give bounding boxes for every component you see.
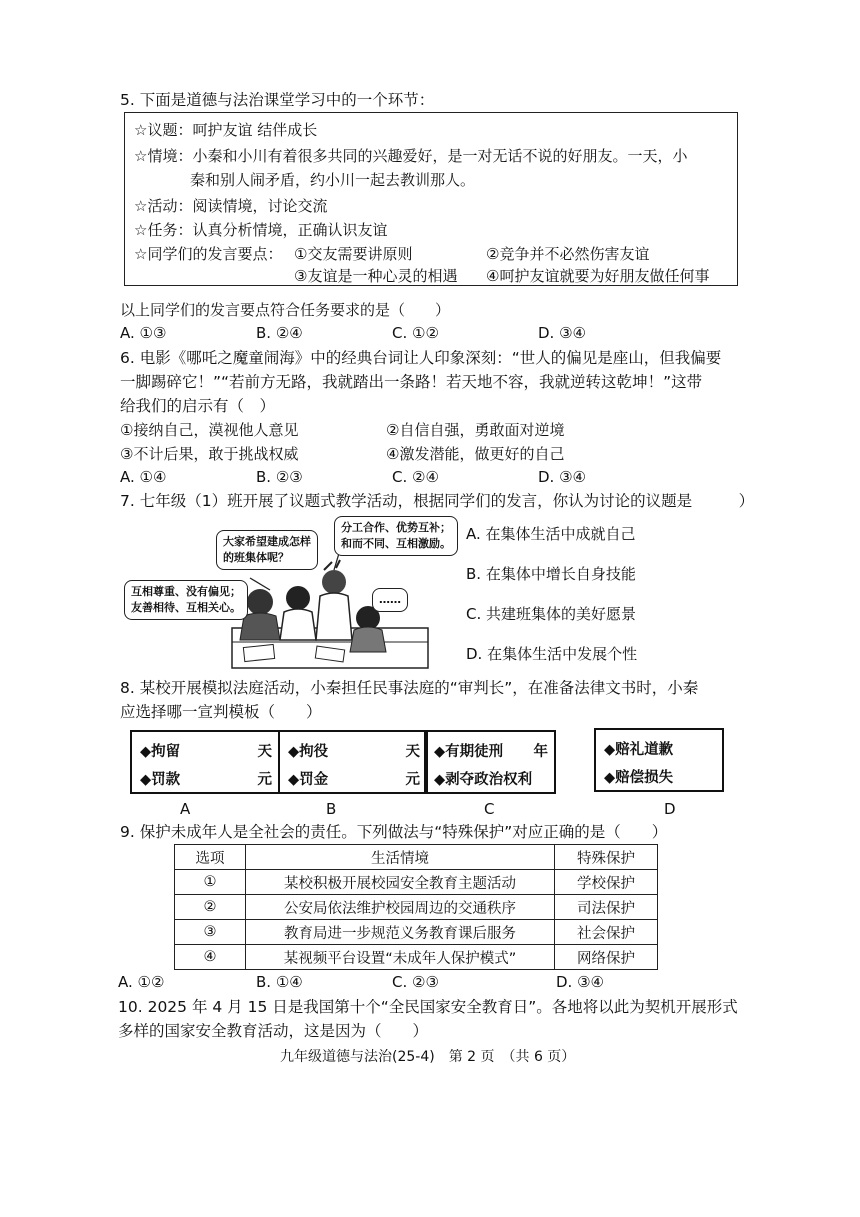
q6-stem-line3: 给我们的启示有（ ）	[120, 397, 276, 415]
q7-bubble-question-line1: 大家希望建成怎样	[223, 535, 311, 548]
q6-option-a[interactable]: A. ①④	[120, 468, 167, 486]
q5-point-1: ①交友需要讲原则	[294, 245, 413, 263]
q6-stem-line2: 一脚踢碎它！”“若前方无路，我就踏出一条路！若天地不容，我就逆转这乾坤！”这带	[120, 373, 703, 391]
q9-option-b[interactable]: B. ①④	[256, 973, 303, 991]
q7-bubble-respect-line2: 友善相待、互相关心。	[131, 601, 241, 614]
q8-stem-line2: 应选择哪一宣判模板（ ）	[120, 703, 322, 721]
page-footer: 九年级道德与法治(25-4) 第 2 页 （共 6 页）	[280, 1049, 576, 1065]
q8-letter-c: C	[484, 800, 495, 818]
q9-row4-option: ④	[175, 945, 246, 970]
q7-bubble-respect	[124, 580, 248, 620]
q7-bubble-cooperation	[334, 516, 458, 556]
q8-a-item2: ◆罚款	[140, 772, 181, 788]
q9-header-situation: 生活情境	[246, 845, 555, 870]
q9-table-header	[175, 845, 658, 870]
q8-b-unit2: 元	[405, 772, 420, 788]
q10-stem-line2: 多样的国家安全教育活动，这是因为（ ）	[118, 1022, 429, 1040]
q5-situation-line1: ☆情境：小秦和小川有着很多共同的兴趣爱好，是一对无话不说的好朋友。一天，小	[134, 147, 688, 165]
q8-stem-line1: 8. 某校开展模拟法庭活动，小秦担任民事法庭的“审判长”，在准备法律文书时，小秦	[120, 679, 699, 697]
q5-task: ☆任务：认真分析情境，正确认识友谊	[134, 221, 388, 239]
q6-stem-line1: 6. 电影《哪吒之魔童闹海》中的经典台词让人印象深刻：“世人的偏见是座山，但我偏要	[120, 349, 722, 367]
q9-header-option: 选项	[175, 845, 246, 870]
q6-statement-3: ③不计后果，敢于挑战权威	[120, 445, 299, 463]
q5-option-a[interactable]: A. ①③	[120, 324, 167, 342]
q9-row1-situation: 某校积极开展校园安全教育主题活动	[246, 870, 555, 895]
q8-letter-b: B	[326, 800, 337, 818]
q9-option-c[interactable]: C. ②③	[392, 973, 439, 991]
q7-stem: 7. 七年级（1）班开展了议题式教学活动，根据同学们的发言，你认为讨论的议题是 ）	[120, 492, 755, 510]
q6-statement-2: ②自信自强，勇敢面对逆境	[386, 421, 565, 439]
q8-template-a[interactable]	[130, 730, 280, 794]
q8-c-item1: ◆有期徒刑	[434, 744, 504, 760]
q9-row2-situation: 公安局依法维护校园周边的交通秩序	[246, 895, 555, 920]
q9-row2-protection: 司法保护	[555, 895, 658, 920]
q8-template-d[interactable]	[594, 728, 724, 792]
q8-d-item1: ◆赔礼道歉	[604, 742, 674, 758]
q9-option-a[interactable]: A. ①②	[118, 973, 165, 991]
q9-row1-option: ①	[175, 870, 246, 895]
q8-letter-d: D	[664, 800, 676, 818]
q9-row1-protection: 学校保护	[555, 870, 658, 895]
q7-bubble-cooperation-line2: 和而不同、互相激励。	[341, 537, 451, 550]
q7-option-c[interactable]: C. 共建班集体的美好愿景	[466, 605, 637, 623]
q5-option-d[interactable]: D. ③④	[538, 324, 586, 342]
q9-row4-protection: 网络保护	[555, 945, 658, 970]
q9-row4-situation: 某视频平台设置“未成年人保护模式”	[246, 945, 555, 970]
table-row	[175, 870, 658, 895]
q8-template-b[interactable]	[278, 730, 428, 794]
q5-point-2: ②竞争并不必然伤害友谊	[486, 245, 650, 263]
q8-letter-a: A	[180, 800, 191, 818]
q5-points-label: ☆同学们的发言要点：	[134, 245, 283, 263]
q5-option-b[interactable]: B. ②④	[256, 324, 303, 342]
q7-option-b[interactable]: B. 在集体中增长自身技能	[466, 565, 636, 583]
q5-point-4: ④呵护友谊就要为好朋友做任何事	[486, 267, 710, 285]
q8-a-unit1: 天	[257, 744, 272, 760]
q8-template-c[interactable]	[424, 730, 556, 794]
q9-row3-situation: 教育局进一步规范义务教育课后服务	[246, 920, 555, 945]
q5-topic: ☆议题：呵护友谊 结伴成长	[134, 121, 318, 139]
q9-option-d[interactable]: D. ③④	[556, 973, 604, 991]
q5-situation-line2: 秦和别人闹矛盾，约小川一起去教训那人。	[190, 171, 476, 189]
q8-c-item2: ◆剥夺政治权利	[434, 772, 533, 788]
q7-bubble-question-line2: 的班集体呢？	[223, 551, 289, 564]
q8-d-item2: ◆赔偿损失	[604, 770, 674, 786]
q6-option-b[interactable]: B. ②③	[256, 468, 303, 486]
q5-option-c[interactable]: C. ①②	[392, 324, 439, 342]
q7-bubble-question	[216, 530, 318, 570]
q8-a-item1: ◆拘留	[140, 744, 181, 760]
q10-stem-line1: 10. 2025 年 4 月 15 日是我国第十个“全民国家安全教育日”。各地将以此为契机开展形式	[118, 998, 738, 1016]
q8-b-unit1: 天	[405, 744, 420, 760]
q9-header-protection: 特殊保护	[555, 845, 658, 870]
q8-b-item2: ◆罚金	[288, 772, 329, 788]
q9-row2-option: ②	[175, 895, 246, 920]
table-row	[175, 920, 658, 945]
q7-bubble-cooperation-line1: 分工合作、优势互补；	[341, 521, 451, 534]
q9-row3-option: ③	[175, 920, 246, 945]
q5-point-3: ③友谊是一种心灵的相遇	[294, 267, 458, 285]
q7-bubble-respect-line1: 互相尊重、没有偏见；	[131, 585, 241, 598]
table-row	[175, 895, 658, 920]
table-row	[175, 945, 658, 970]
q6-statement-4: ④激发潜能，做更好的自己	[386, 445, 565, 463]
q7-option-a[interactable]: A. 在集体生活中成就自己	[466, 525, 636, 543]
q5-stem: 5. 下面是道德与法治课堂学习中的一个环节：	[120, 91, 435, 109]
q8-a-unit2: 元	[257, 772, 272, 788]
q7-option-d[interactable]: D. 在集体生活中发展个性	[466, 645, 638, 663]
q5-question: 以上同学们的发言要点符合任务要求的是（ ）	[120, 301, 451, 319]
q6-option-c[interactable]: C. ②④	[392, 468, 439, 486]
q5-activity: ☆活动：阅读情境，讨论交流	[134, 197, 328, 215]
q9-stem: 9. 保护未成年人是全社会的责任。下列做法与“特殊保护”对应正确的是（ ）	[120, 823, 668, 841]
q6-option-d[interactable]: D. ③④	[538, 468, 586, 486]
q8-b-item1: ◆拘役	[288, 744, 329, 760]
q8-c-unit1: 年	[533, 744, 548, 760]
q9-row3-protection: 社会保护	[555, 920, 658, 945]
q9-table	[174, 844, 658, 970]
q6-statement-1: ①接纳自己，漠视他人意见	[120, 421, 299, 439]
q7-bubble-ellipsis: ……	[372, 588, 408, 612]
